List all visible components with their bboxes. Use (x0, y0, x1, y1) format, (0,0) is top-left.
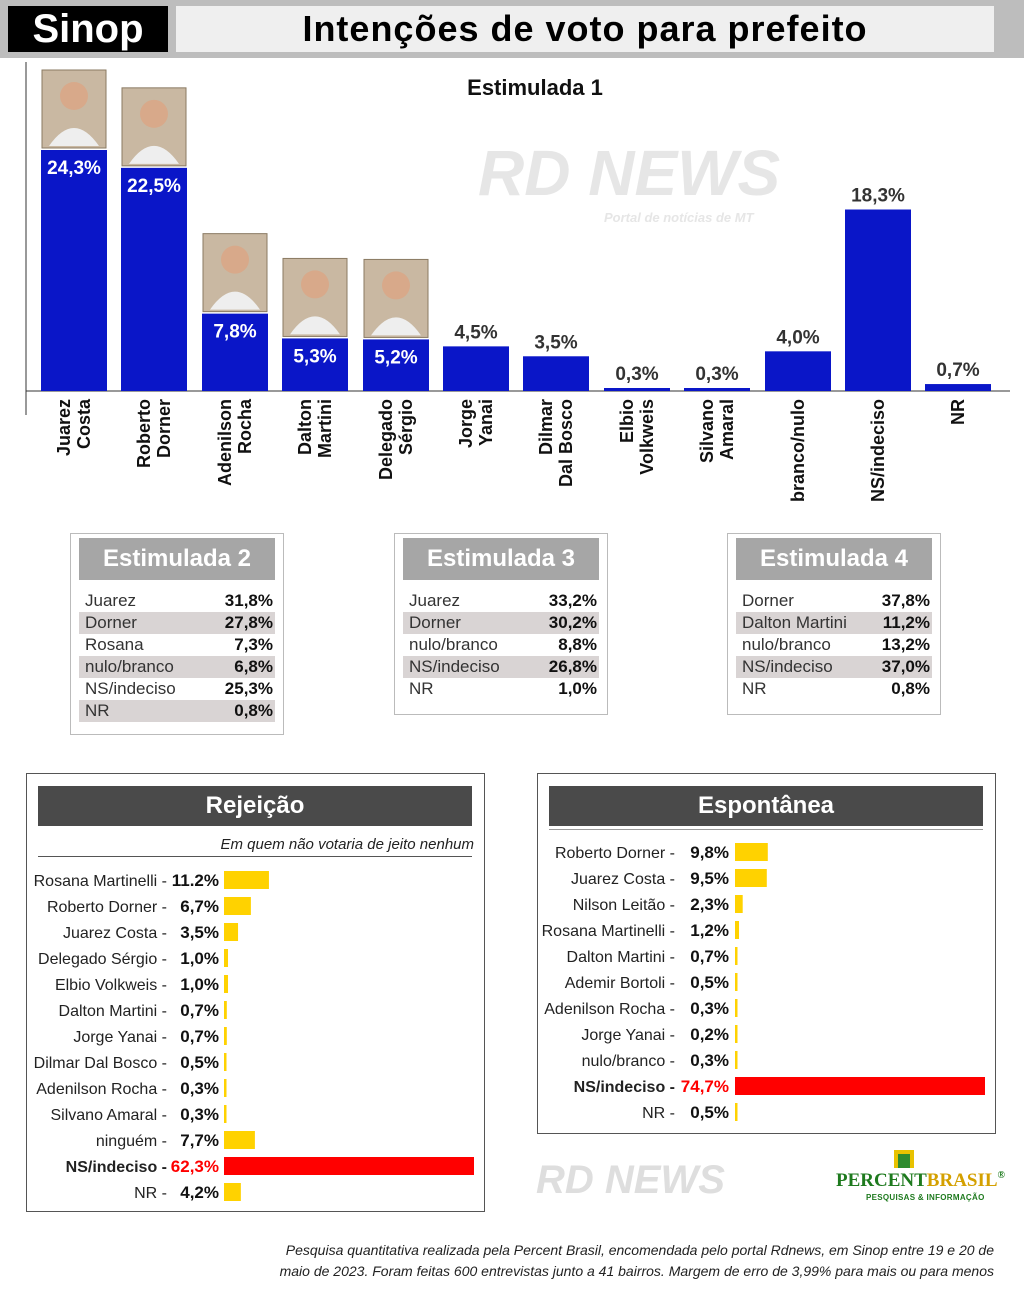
hbar-value-5: 0,7% (180, 1001, 219, 1020)
hbar-value-4: 0,7% (690, 947, 729, 966)
bar-label-11: 0,7% (936, 360, 980, 382)
watermark-brand: RD NEWS (478, 137, 781, 209)
row-value: 7,3% (234, 635, 273, 654)
main-chart-title: Estimulada 1 (467, 75, 603, 100)
hbar-2 (224, 923, 238, 941)
city-title: Sinop (8, 6, 168, 52)
hbar-value-2: 3,5% (180, 923, 219, 942)
hbar-value-1: 9,5% (690, 869, 729, 888)
hbar-5 (735, 973, 738, 991)
bar-label-8: 0,3% (695, 364, 739, 385)
candidate-photo-1 (122, 88, 186, 166)
table-row (79, 590, 275, 612)
category-label-7-0: Elbio (617, 399, 637, 443)
estimulada-4-box (727, 533, 941, 715)
candidate-photo-2 (203, 234, 267, 312)
hbar-name-8: Adenilson Rocha - (36, 1081, 167, 1098)
row-value: 37,0% (881, 657, 930, 676)
hbar-11 (224, 1157, 474, 1175)
hbar-12 (224, 1183, 241, 1201)
row-value: 25,3% (224, 679, 273, 698)
bar-label-1: 22,5% (127, 175, 181, 197)
row-label: NR (409, 679, 434, 698)
table-row (736, 678, 932, 700)
hbar-name-9: NS/indeciso - (573, 1079, 675, 1096)
row-label: Juarez (85, 591, 137, 610)
hbar-value-11: 62,3% (170, 1157, 219, 1176)
hbar-value-9: 74,7% (680, 1077, 729, 1096)
hbar-6 (735, 999, 738, 1017)
hbar-name-10: NR - (642, 1105, 675, 1122)
hbar-value-10: 0,5% (690, 1103, 729, 1122)
table-row (403, 678, 599, 700)
hbar-name-6: Jorge Yanai - (73, 1029, 167, 1046)
hbar-10 (224, 1131, 255, 1149)
watermark-tagline: Portal de notícias de MT (604, 210, 754, 225)
candidate-photo-4 (364, 259, 428, 337)
hbar-5 (224, 1001, 227, 1019)
espontanea-panel (537, 773, 996, 1134)
hbar-value-6: 0,7% (180, 1027, 219, 1046)
hbar-name-9: Silvano Amaral - (50, 1107, 167, 1124)
hbar-name-2: Nilson Leitão - (572, 897, 675, 914)
category-label-4-0: Delegado (376, 399, 396, 481)
hbar-6 (224, 1027, 227, 1045)
pollster-name-part1: PERCENT (836, 1170, 927, 1191)
row-value: 30,2% (548, 613, 597, 632)
hbar-2 (735, 895, 743, 913)
pollster-name-part2: BRASIL (926, 1170, 998, 1191)
hbar-name-7: Dilmar Dal Bosco - (33, 1055, 167, 1072)
bar-6 (523, 356, 589, 391)
hbar-7 (735, 1025, 738, 1043)
hbar-value-8: 0,3% (690, 1051, 729, 1070)
espontanea-bar-chart (538, 774, 995, 1133)
bar-7 (604, 388, 670, 391)
table-row (79, 700, 275, 722)
hbar-value-7: 0,2% (690, 1025, 729, 1044)
pollster-name (836, 1170, 1005, 1192)
table-row (79, 656, 275, 678)
table-row (736, 590, 932, 612)
hbar-name-8: nulo/branco - (581, 1053, 675, 1070)
header-bar (0, 0, 1024, 58)
hbar-name-4: Elbio Volkweis - (54, 977, 167, 994)
hbar-7 (224, 1053, 227, 1071)
hbar-value-5: 0,5% (690, 973, 729, 992)
hbar-value-3: 1,0% (180, 949, 219, 968)
rejeicao-title: Rejeição (38, 786, 472, 826)
hbar-value-2: 2,3% (690, 895, 729, 914)
hbar-value-0: 11.2% (171, 871, 219, 890)
category-label-9-0: branco/nulo (788, 399, 808, 502)
row-label: nulo/branco (742, 635, 831, 654)
category-label-6-0: Dilmar (536, 399, 556, 456)
hbar-name-5: Ademir Bortoli - (564, 975, 675, 992)
row-value: 31,8% (224, 591, 273, 610)
bar-1 (121, 168, 187, 391)
pollster-logo (836, 1150, 1006, 1206)
rejeicao-bar-chart (27, 774, 484, 1211)
row-value: 8,8% (558, 635, 597, 654)
pollster-mark-inner-icon (898, 1154, 910, 1168)
hbar-value-1: 6,7% (180, 897, 219, 916)
category-label-11-0: NR (948, 399, 968, 425)
estimulada-2-title: Estimulada 2 (79, 538, 275, 580)
bar-5 (443, 346, 509, 391)
category-label-3-1: Martini (315, 399, 335, 459)
hbar-3 (735, 921, 739, 939)
hbar-9 (735, 1077, 985, 1095)
hbar-1 (735, 869, 767, 887)
candidate-photo-3 (283, 258, 347, 336)
row-label: Rosana (85, 635, 144, 654)
rejeicao-panel (26, 773, 485, 1212)
hbar-value-4: 1,0% (180, 975, 219, 994)
estimulada-3-rows (403, 590, 599, 700)
hbar-name-7: Jorge Yanai - (581, 1027, 675, 1044)
table-row (403, 656, 599, 678)
bar-label-0: 24,3% (47, 158, 101, 179)
table-row (736, 612, 932, 634)
footer-note (200, 1240, 994, 1282)
footer-line-2: maio de 2023. Foram feitas 600 entrevistas junto a 41 bairros. Margem de erro de 3,99% para mais ou para menos (279, 1263, 994, 1279)
bar-label-6: 3,5% (534, 332, 578, 354)
hbar-name-2: Juarez Costa - (62, 925, 167, 942)
pollster-tagline: PESQUISAS & INFORMAÇÃO (866, 1193, 985, 1202)
bar-label-5: 4,5% (454, 322, 498, 344)
bar-label-7: 0,3% (615, 364, 659, 385)
category-label-3-0: Dalton (295, 399, 315, 455)
hbar-name-5: Dalton Martini - (58, 1003, 167, 1020)
hbar-name-1: Roberto Dorner - (46, 899, 167, 916)
category-label-6-1: Dal Bosco (556, 399, 576, 488)
category-label-5-0: Jorge (456, 399, 476, 449)
bar-0 (41, 150, 107, 391)
estimulada-2-box (70, 533, 284, 735)
row-label: NS/indeciso (409, 657, 500, 676)
hbar-4 (224, 975, 228, 993)
table-row (736, 656, 932, 678)
category-label-2-1: Rocha (235, 399, 255, 455)
hbar-name-6: Adenilson Rocha - (544, 1001, 675, 1018)
hbar-value-10: 7,7% (180, 1131, 219, 1150)
watermark-logo-small (536, 1158, 725, 1202)
row-label: nulo/branco (409, 635, 498, 654)
category-label-8-0: Silvano (697, 399, 717, 464)
row-label: NR (742, 679, 767, 698)
row-value: 0,8% (234, 701, 273, 720)
hbar-name-3: Rosana Martinelli - (541, 923, 675, 940)
hbar-value-12: 4,2% (180, 1183, 219, 1202)
row-value: 0,8% (891, 679, 930, 698)
hbar-value-9: 0,3% (180, 1105, 219, 1124)
main-bar-chart (0, 62, 1024, 532)
bar-label-2: 7,8% (213, 321, 257, 343)
estimulada-4-rows (736, 590, 932, 700)
hbar-name-4: Dalton Martini - (566, 949, 675, 966)
hbar-name-0: Rosana Martinelli - (33, 873, 167, 890)
table-row (403, 634, 599, 656)
hbar-8 (735, 1051, 738, 1069)
hbar-value-7: 0,5% (180, 1053, 219, 1072)
hbar-value-0: 9,8% (690, 843, 729, 862)
category-label-0-1: Costa (74, 399, 94, 450)
watermark-brand-small: RD NEWS (536, 1158, 725, 1202)
row-label: NS/indeciso (85, 679, 176, 698)
row-value: 1,0% (558, 679, 597, 698)
rejeicao-subtitle: Em quem não votaria de jeito nenhum (220, 836, 474, 853)
category-label-8-1: Amaral (717, 399, 737, 461)
hbar-name-12: NR - (134, 1185, 167, 1202)
row-label: Dorner (742, 591, 794, 610)
row-value: 11,2% (882, 613, 930, 632)
estimulada-3-box (394, 533, 608, 715)
table-row (79, 678, 275, 700)
page-title: Intenções de voto para prefeito (176, 6, 994, 52)
hbar-1 (224, 897, 251, 915)
row-label: nulo/branco (85, 657, 174, 676)
hbar-name-10: ninguém - (95, 1133, 167, 1150)
hbar-9 (224, 1105, 227, 1123)
row-value: 13,2% (881, 635, 930, 654)
row-label: NS/indeciso (742, 657, 833, 676)
hbar-3 (224, 949, 228, 967)
bar-label-9: 4,0% (776, 327, 820, 349)
row-label: Juarez (409, 591, 461, 610)
category-label-1-1: Dorner (154, 399, 174, 459)
row-label: Dalton Martini (742, 613, 847, 632)
row-value: 27,8% (224, 613, 273, 632)
espontanea-title: Espontânea (549, 786, 983, 826)
hbar-name-11: NS/indeciso - (65, 1159, 167, 1176)
candidate-photo-0 (42, 70, 106, 148)
row-value: 37,8% (881, 591, 930, 610)
footer-line-1: Pesquisa quantitativa realizada pela Percent Brasil, encomendada pelo portal Rdnews, em Sinop entre 19 e 20 de (285, 1242, 994, 1258)
pollster-registered: ® (997, 1170, 1006, 1181)
hbar-10 (735, 1103, 738, 1121)
hbar-value-8: 0,3% (180, 1079, 219, 1098)
bar-label-10: 18,3% (851, 185, 905, 207)
bar-10 (845, 210, 911, 391)
hbar-0 (224, 871, 269, 889)
category-label-4-1: Sérgio (396, 399, 416, 456)
category-label-7-1: Volkweis (637, 399, 657, 475)
bar-11 (925, 384, 991, 391)
hbar-name-3: Delegado Sérgio - (38, 951, 167, 968)
row-label: Dorner (409, 613, 461, 632)
bar-9 (765, 351, 831, 391)
estimulada-2-rows (79, 590, 275, 722)
estimulada-3-title: Estimulada 3 (403, 538, 599, 580)
bar-8 (684, 388, 750, 391)
category-label-0-0: Juarez (54, 399, 74, 457)
category-label-5-1: Yanai (476, 399, 496, 447)
bar-label-4: 5,2% (374, 347, 418, 369)
category-label-10-0: NS/indeciso (868, 399, 888, 503)
hbar-name-0: Roberto Dorner - (554, 845, 675, 862)
hbar-8 (224, 1079, 227, 1097)
hbar-4 (735, 947, 738, 965)
table-row (79, 634, 275, 656)
table-row (79, 612, 275, 634)
category-label-2-0: Adenilson (215, 399, 235, 487)
bar-label-3: 5,3% (293, 346, 337, 368)
hbar-name-1: Juarez Costa - (570, 871, 675, 888)
estimulada-4-title: Estimulada 4 (736, 538, 932, 580)
hbar-value-3: 1,2% (690, 921, 729, 940)
row-value: 33,2% (548, 591, 597, 610)
table-row (403, 590, 599, 612)
table-row (736, 634, 932, 656)
row-label: NR (85, 701, 110, 720)
hbar-0 (735, 843, 768, 861)
row-value: 6,8% (234, 657, 273, 676)
row-value: 26,8% (548, 657, 597, 676)
hbar-value-6: 0,3% (690, 999, 729, 1018)
category-label-1-0: Roberto (134, 399, 154, 468)
row-label: Dorner (85, 613, 137, 632)
table-row (403, 612, 599, 634)
